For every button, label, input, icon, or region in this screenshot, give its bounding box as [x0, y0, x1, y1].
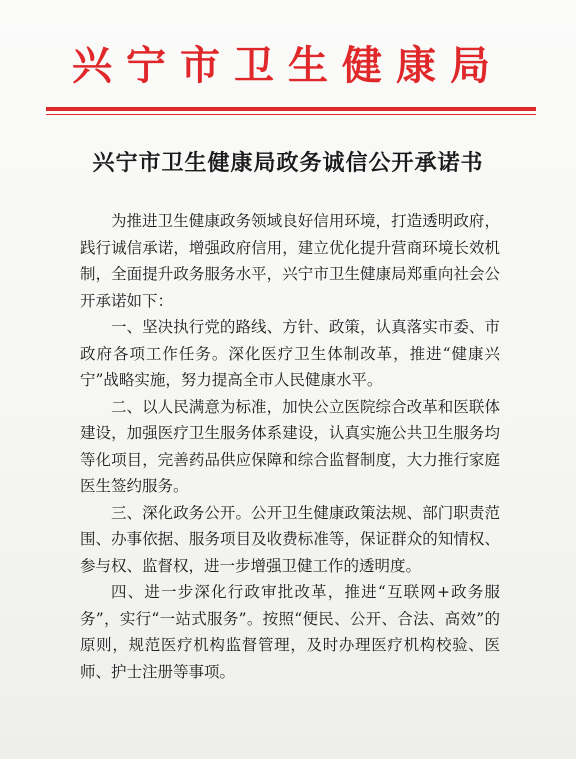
letterhead-title: 兴宁市卫生健康局 [72, 43, 504, 89]
paragraph-item-1: 一、坚决执行党的路线、方针、政策，认真落实市委、市政府各项工作任务。深化医疗卫生体制改革，推进“健康兴宁”战略实施，努力提高全市人民健康水平。 [80, 318, 500, 389]
letterhead-rule-thick [46, 107, 536, 111]
document-title: 兴宁市卫生健康局政务诚信公开承诺书 [92, 151, 484, 176]
document-body [80, 208, 500, 685]
paragraph-intro: 为推进卫生健康政务领域良好信用环境，打造透明政府，践行诚信承诺，增强政府信用，建立优化提升营商环境长效机制，全面提升政务服务水平，兴宁市卫生健康局郑重向社会公开承诺如下： [80, 212, 500, 310]
letterhead-rule-thin [46, 114, 536, 115]
paragraph-item-2: 二、以人民满意为标准，加快公立医院综合改革和医联体建设，加强医疗卫生服务体系建设，认真实施公共卫生服务均等化项目，完善药品供应保障和综合监督制度，大力推行家庭医生签约服务。 [80, 397, 500, 495]
paragraph-item-4: 四、进一步深化行政审批改革，推进“互联网+政务服务”，实行“一站式服务”。按照“便民、公开、合法、高效”的原则，规范医疗机构监督管理，及时办理医疗机构校验、医师、护士注册等事项。 [80, 583, 500, 681]
paragraph-item-3: 三、深化政务公开。公开卫生健康政策法规、部门职责范围、办事依据、服务项目及收费标准等，保证群众的知情权、参与权、监督权，进一步增强卫健工作的透明度。 [80, 503, 500, 575]
